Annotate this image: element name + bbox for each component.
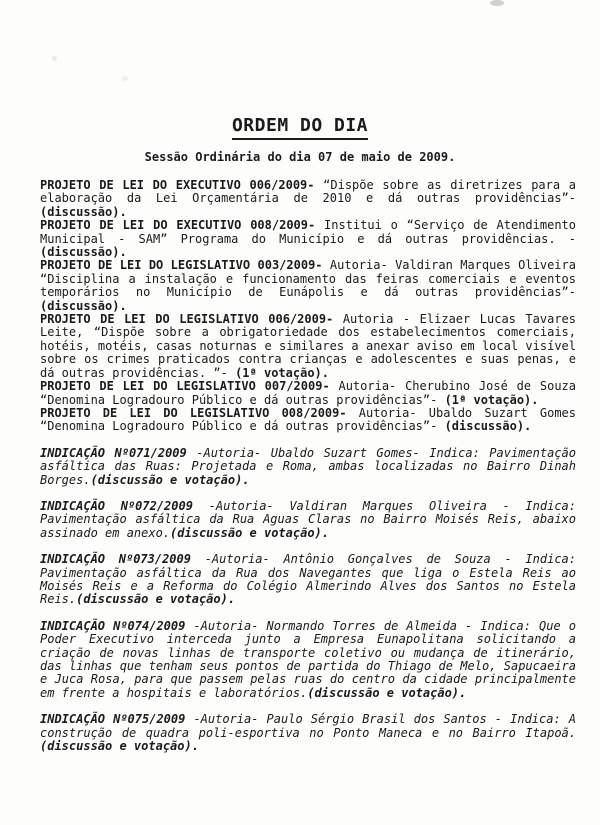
item-header: PROJETO DE LEI DO LEGISLATIVO 003/2009-: [40, 258, 323, 273]
page-title: ORDEM DO DIA: [232, 115, 368, 140]
item-header: INDICAÇÃO Nº071/2009: [40, 445, 187, 460]
item-body: Autoria- Ubaldo Suzart Gomes “Denomina Logradouro Público e dá outras providências”-: [40, 405, 576, 434]
project-item: [40, 380, 576, 407]
indications-section: [40, 447, 576, 754]
scan-artifact: [52, 56, 57, 61]
project-item: [40, 179, 576, 219]
project-item: [40, 259, 576, 313]
item-status: (discussão e votação).: [76, 592, 236, 607]
item-header: PROJETO DE LEI DO EXECUTIVO 006/2009-: [40, 178, 315, 192]
item-body: -Autoria- Normando Torres de Almeida - Indica: Que o Poder Executivo interceda junto a Empresa Eunapolitana solicitando a criação de novas linhas de transporte coletivo ou mudança de itinerário, das linhas que tenham seus pontos de partida do Thiago de Melo, Sapucaeira e Juca Rosa, para que passem pelas ruas do centro da cidade principalmente em frente a hospitais e laboratórios.: [40, 618, 576, 700]
item-body: Autoria - Elizaer Lucas Tavares Leite, “Dispõe sobre a obrigatoriedade dos estabelecimentos comerciais, hotéis, motéis, casas noturnas e similares a anexar aviso em local visível sobre os crimes praticados contra crianças e adolescentes e suas penas, e dá outras providências. ”-: [40, 312, 577, 380]
item-header: INDICAÇÃO Nº073/2009: [40, 552, 191, 567]
indication-item: [40, 713, 576, 753]
project-item: [40, 219, 576, 259]
indication-item: [40, 500, 576, 540]
item-status: (discussão e votação).: [40, 739, 199, 754]
project-item: [40, 313, 576, 380]
item-status: (1ª votação).: [444, 392, 539, 407]
item-header: PROJETO DE LEI DO LEGISLATIVO 007/2009-: [40, 379, 330, 394]
item-header: INDICAÇÃO Nº075/2009: [40, 712, 186, 727]
item-body: -Autoria- Ubaldo Suzart Gomes- Indica: Pavimentação asfáltica das Ruas: Projetada e Roma, ambas localizadas no Bairro Dinah Borges.: [40, 445, 576, 487]
item-body: Institui o “Serviço de Atendimento Municipal - SAM” Programa do Município e dá outras providências. -: [40, 218, 576, 246]
item-status: (discussão e votação).: [307, 685, 467, 700]
project-item: [40, 407, 576, 434]
item-status: (discussão).: [40, 245, 127, 260]
item-status: (discussão).: [40, 204, 127, 219]
item-status: (discussão).: [444, 419, 532, 434]
indication-item: [40, 620, 576, 700]
item-status: (discussão).: [40, 298, 127, 313]
item-status: (discussão e votação).: [170, 525, 329, 540]
scan-artifact: [490, 0, 504, 6]
item-header: PROJETO DE LEI DO LEGISLATIVO 006/2009-: [40, 312, 334, 327]
indication-item: [40, 447, 576, 487]
scan-artifact: [122, 76, 128, 81]
item-header: PROJETO DE LEI DO EXECUTIVO 008/2009-: [40, 218, 316, 233]
item-body: Autoria- Valdiran Marques Oliveira “Disciplina a instalação e funcionamento das feiras comerciais e eventos temporários no Município de Eunápolis e dá outras providências”-: [40, 258, 576, 300]
session-subtitle: Sessão Ordinária do dia 07 de maio de 2009.: [144, 150, 456, 164]
item-header: INDICAÇÃO Nº072/2009: [40, 498, 193, 513]
item-body: -Autoria- Antônio Gonçalves de Souza - Indica: Pavimentação asfáltica da Rua dos Navegantes que liga o Estela Reis ao Moisés Reis e a Reforma do Colégio Almerindo Alves dos Santos no Estela Reis.: [40, 552, 576, 607]
item-body: “Dispõe sobre as diretrizes para a elaboração da Lei Orçamentária de 2010 e dá outras providências”-: [40, 178, 576, 206]
item-status: (1ª votação).: [235, 365, 329, 380]
item-header: PROJETO DE LEI DO LEGISLATIVO 008/2009-: [40, 405, 347, 420]
projects-section: [40, 179, 576, 434]
item-body: -Autoria- Paulo Sérgio Brasil dos Santos - Indica: A construção de quadra poli-esportiva no Ponto Maneca e no Bairro Itapoã.: [40, 712, 576, 740]
item-body: Autoria- Cherubino José de Souza “Denomina Logradouro Público e dá outras providências”-: [40, 379, 576, 407]
indication-item: [40, 553, 576, 607]
item-body: -Autoria- Valdiran Marques Oliveira - Indica: Pavimentação asfáltica da Rua Aguas Claras no Bairro Moisés Reis, abaixo assinado em anexo.: [40, 498, 576, 540]
document-body: [40, 179, 576, 753]
title-row: [0, 115, 600, 140]
item-status: (discussão e votação).: [90, 472, 250, 487]
item-header: INDICAÇÃO Nº074/2009: [40, 618, 186, 633]
